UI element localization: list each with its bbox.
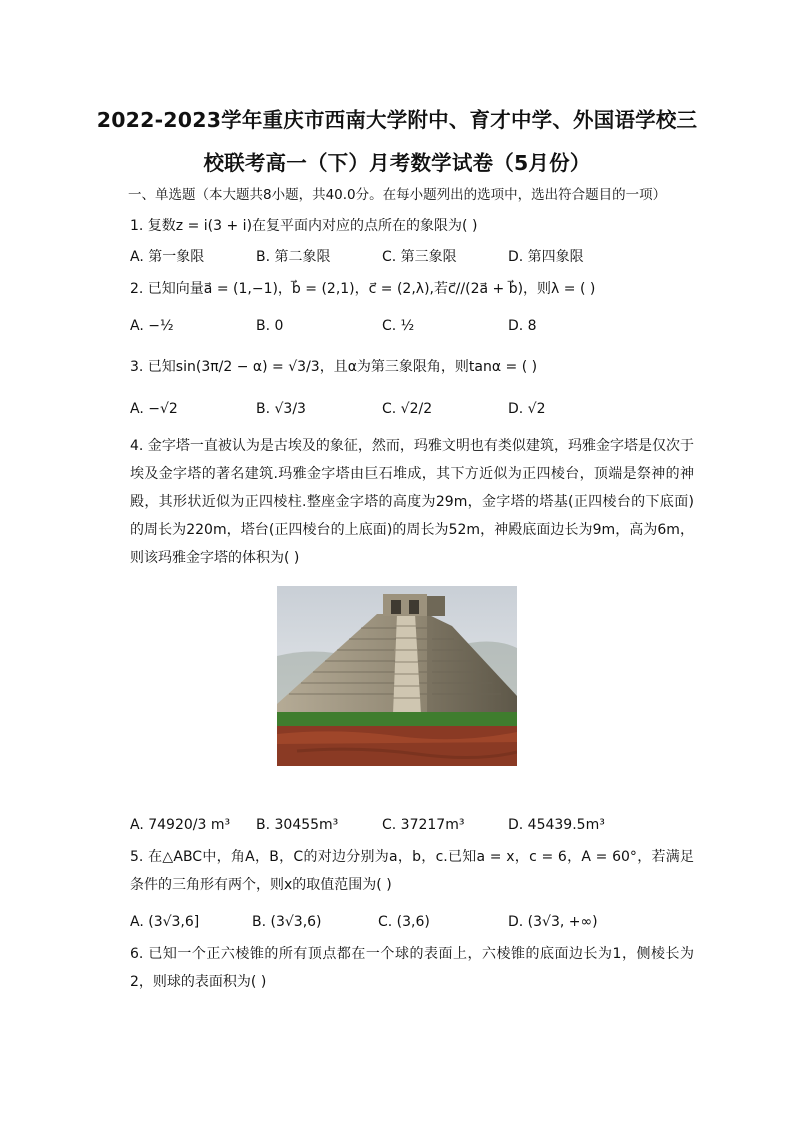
option-b: B. 0 [256, 318, 284, 334]
question-4-options [130, 815, 670, 835]
option-d: D. (3√3, +∞) [508, 914, 598, 930]
option-d: D. 第四象限 [508, 249, 584, 265]
option-c: C. (3,6) [378, 914, 430, 930]
exam-title-line-2: 校联考高一（下）月考数学试卷（5月份） [203, 151, 591, 175]
option-a: A. 74920/3 m³ [130, 817, 231, 833]
option-c: C. 37217m³ [382, 817, 465, 833]
question-2-stem: 2. 已知向量a⃗ = (1,−1)，b⃗ = (2,1)，c⃗ = (2,λ),若c⃗//(2a⃗ + b⃗)，则λ = ( ) [130, 281, 596, 297]
option-d: D. √2 [508, 401, 546, 417]
option-b: B. 30455m³ [256, 817, 339, 833]
option-b: B. √3/3 [256, 401, 306, 417]
option-a: A. 第一象限 [130, 249, 205, 265]
question-5-options [130, 912, 670, 932]
pyramid-photo [277, 586, 517, 766]
option-d: D. 45439.5m³ [508, 817, 605, 833]
option-c: C. ½ [382, 318, 415, 334]
question-6-stem: 6. 已知一个正六棱锥的所有顶点都在一个球的表面上，六棱锥的底面边长为1，侧棱长为2，则球的表面积为( ) [130, 946, 694, 990]
question-1-stem: 1. 复数z = i(3 + i)在复平面内对应的点所在的象限为( ) [130, 218, 478, 234]
question-3-options [130, 399, 670, 419]
option-b: B. (3√3,6) [252, 914, 322, 930]
question-4-stem: 4. 金字塔一直被认为是古埃及的象征，然而，玛雅文明也有类似建筑，玛雅金字塔是仅次于埃及金字塔的著名建筑.玛雅金字塔由巨石堆成，其下方近似为正四棱台，顶端是祭神的神殿，其形状近似为正四棱柱.整座金字塔的高度为29m，金字塔的塔基(正四棱台的下底面)的周长为220m，塔台(正四棱台的上底面)的周长为52m，神殿底面边长为9m，高为6m，则该玛雅金字塔的体积为( ) [130, 438, 694, 566]
option-a: A. −½ [130, 318, 174, 334]
option-a: A. (3√3,6] [130, 914, 200, 930]
question-3-stem: 3. 已知sin(3π/2 − α) = √3/3，且α为第三象限角，则tanα = ( ) [130, 359, 538, 375]
option-c: C. 第三象限 [382, 249, 457, 265]
section-heading: 一、单选题（本大题共8小题，共40.0分。在每小题列出的选项中，选出符合题目的一项） [128, 187, 667, 203]
question-5-stem: 5. 在△ABC中，角A，B，C的对边分别为a，b，c.已知a = x，c = 6，A = 60°，若满足条件的三角形有两个，则x的取值范围为( ) [130, 849, 694, 893]
option-a: A. −√2 [130, 401, 178, 417]
question-1-options [130, 247, 670, 267]
option-d: D. 8 [508, 318, 537, 334]
question-2-options [130, 316, 670, 336]
option-c: C. √2/2 [382, 401, 433, 417]
exam-title-line-1: 2022-2023学年重庆市西南大学附中、育才中学、外国语学校三 [96, 108, 698, 132]
option-b: B. 第二象限 [256, 249, 331, 265]
